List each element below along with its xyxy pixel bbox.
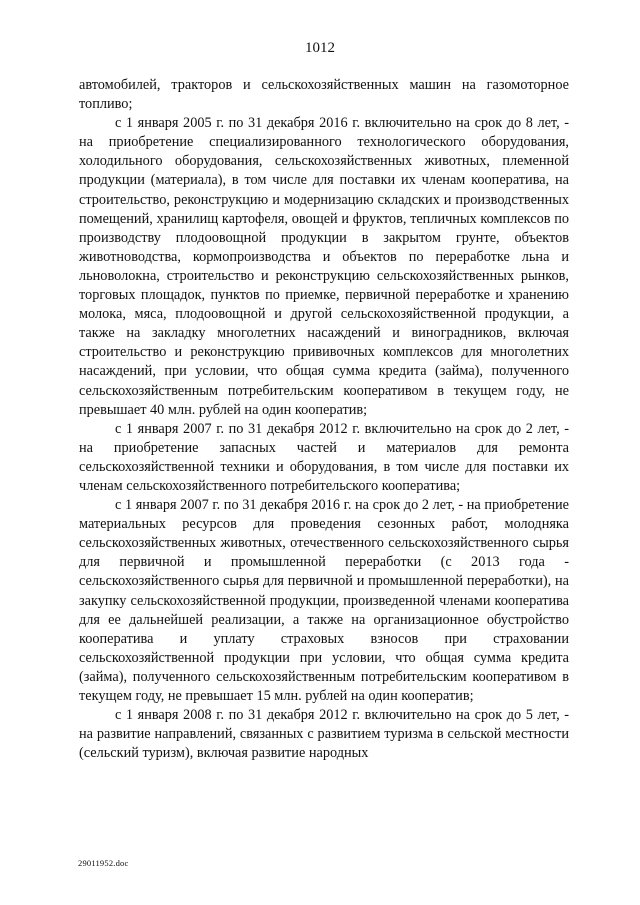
paragraph-2005-2016: с 1 января 2005 г. по 31 декабря 2016 г. включительно на срок до 8 лет, - на приобретение специализированного технологического оборудования, холодильного оборудования, сельскохозяйственных животных, племенной продукции (материала), в том числе для поставки их членам кооператива, на строительство, реконструкцию и модернизацию складских и производственных помещений, хранилищ картофеля, овощей и фруктов, тепличных комплексов по производству плодоовощной продукции в закрытом грунте, объектов животноводства, кормопроизводства и объектов по переработке льна и льноволокна, строительство и реконструкцию сельскохозяйственных рынков, торговых площадок, пунктов по приемке, первичной переработке и хранению молока, мяса, плодоовощной и другой сельскохозяйственной продукции, а также на закладку многолетних насаждений и виноградников, включая строительство и реконструкцию прививочных комплексов для многолетних насаждений, при условии, что общая сумма кредита (займа), полученного сельскохозяйственным потребительским кооперативом в текущем году, не превышает 40 млн. рублей на один кооператив; xyxy=(79,115,569,418)
page-number: 1012 xyxy=(305,40,335,56)
paragraph-2007-2012: с 1 января 2007 г. по 31 декабря 2012 г. включительно на срок до 2 лет, - на приобретение запасных частей и материалов для ремонта сельскохозяйственной техники и оборудования, в том числе для поставки их членам сельскохозяйственного потребительского кооператива; xyxy=(79,420,569,494)
paragraph-continuation: автомобилей, тракторов и сельскохозяйственных машин на газомоторное топливо; xyxy=(79,77,569,113)
paragraph-2008-2012: с 1 января 2008 г. по 31 декабря 2012 г. включительно на срок до 5 лет, - на развитие направлений, связанных с развитием туризма в сельской местности (сельский туризм), включая развитие народных xyxy=(79,707,569,762)
document-body xyxy=(79,76,569,763)
paragraph-2007-2016: с 1 января 2007 г. по 31 декабря 2016 г. на срок до 2 лет, - на приобретение материальных ресурсов для проведения сезонных работ, молодняка сельскохозяйственных животных, отечественного сельскохозяйственного сырья для первичной и промышленной переработки (с 2013 года - сельскохозяйственного сырья для первичной и промышленной переработки), на закупку сельскохозяйственной продукции, произведенной членами кооператива для ее дальнейшей реализации, а также на организационное обустройство кооператива и уплату страховых взносов при страховании сельскохозяйственной продукции при условии, что общая сумма кредита (займа), полученного сельскохозяйственным потребительским кооперативом в текущем году, не превышает 15 млн. рублей на один кооператив; xyxy=(79,497,569,704)
footer-filename: 29011952.doc xyxy=(78,858,129,868)
